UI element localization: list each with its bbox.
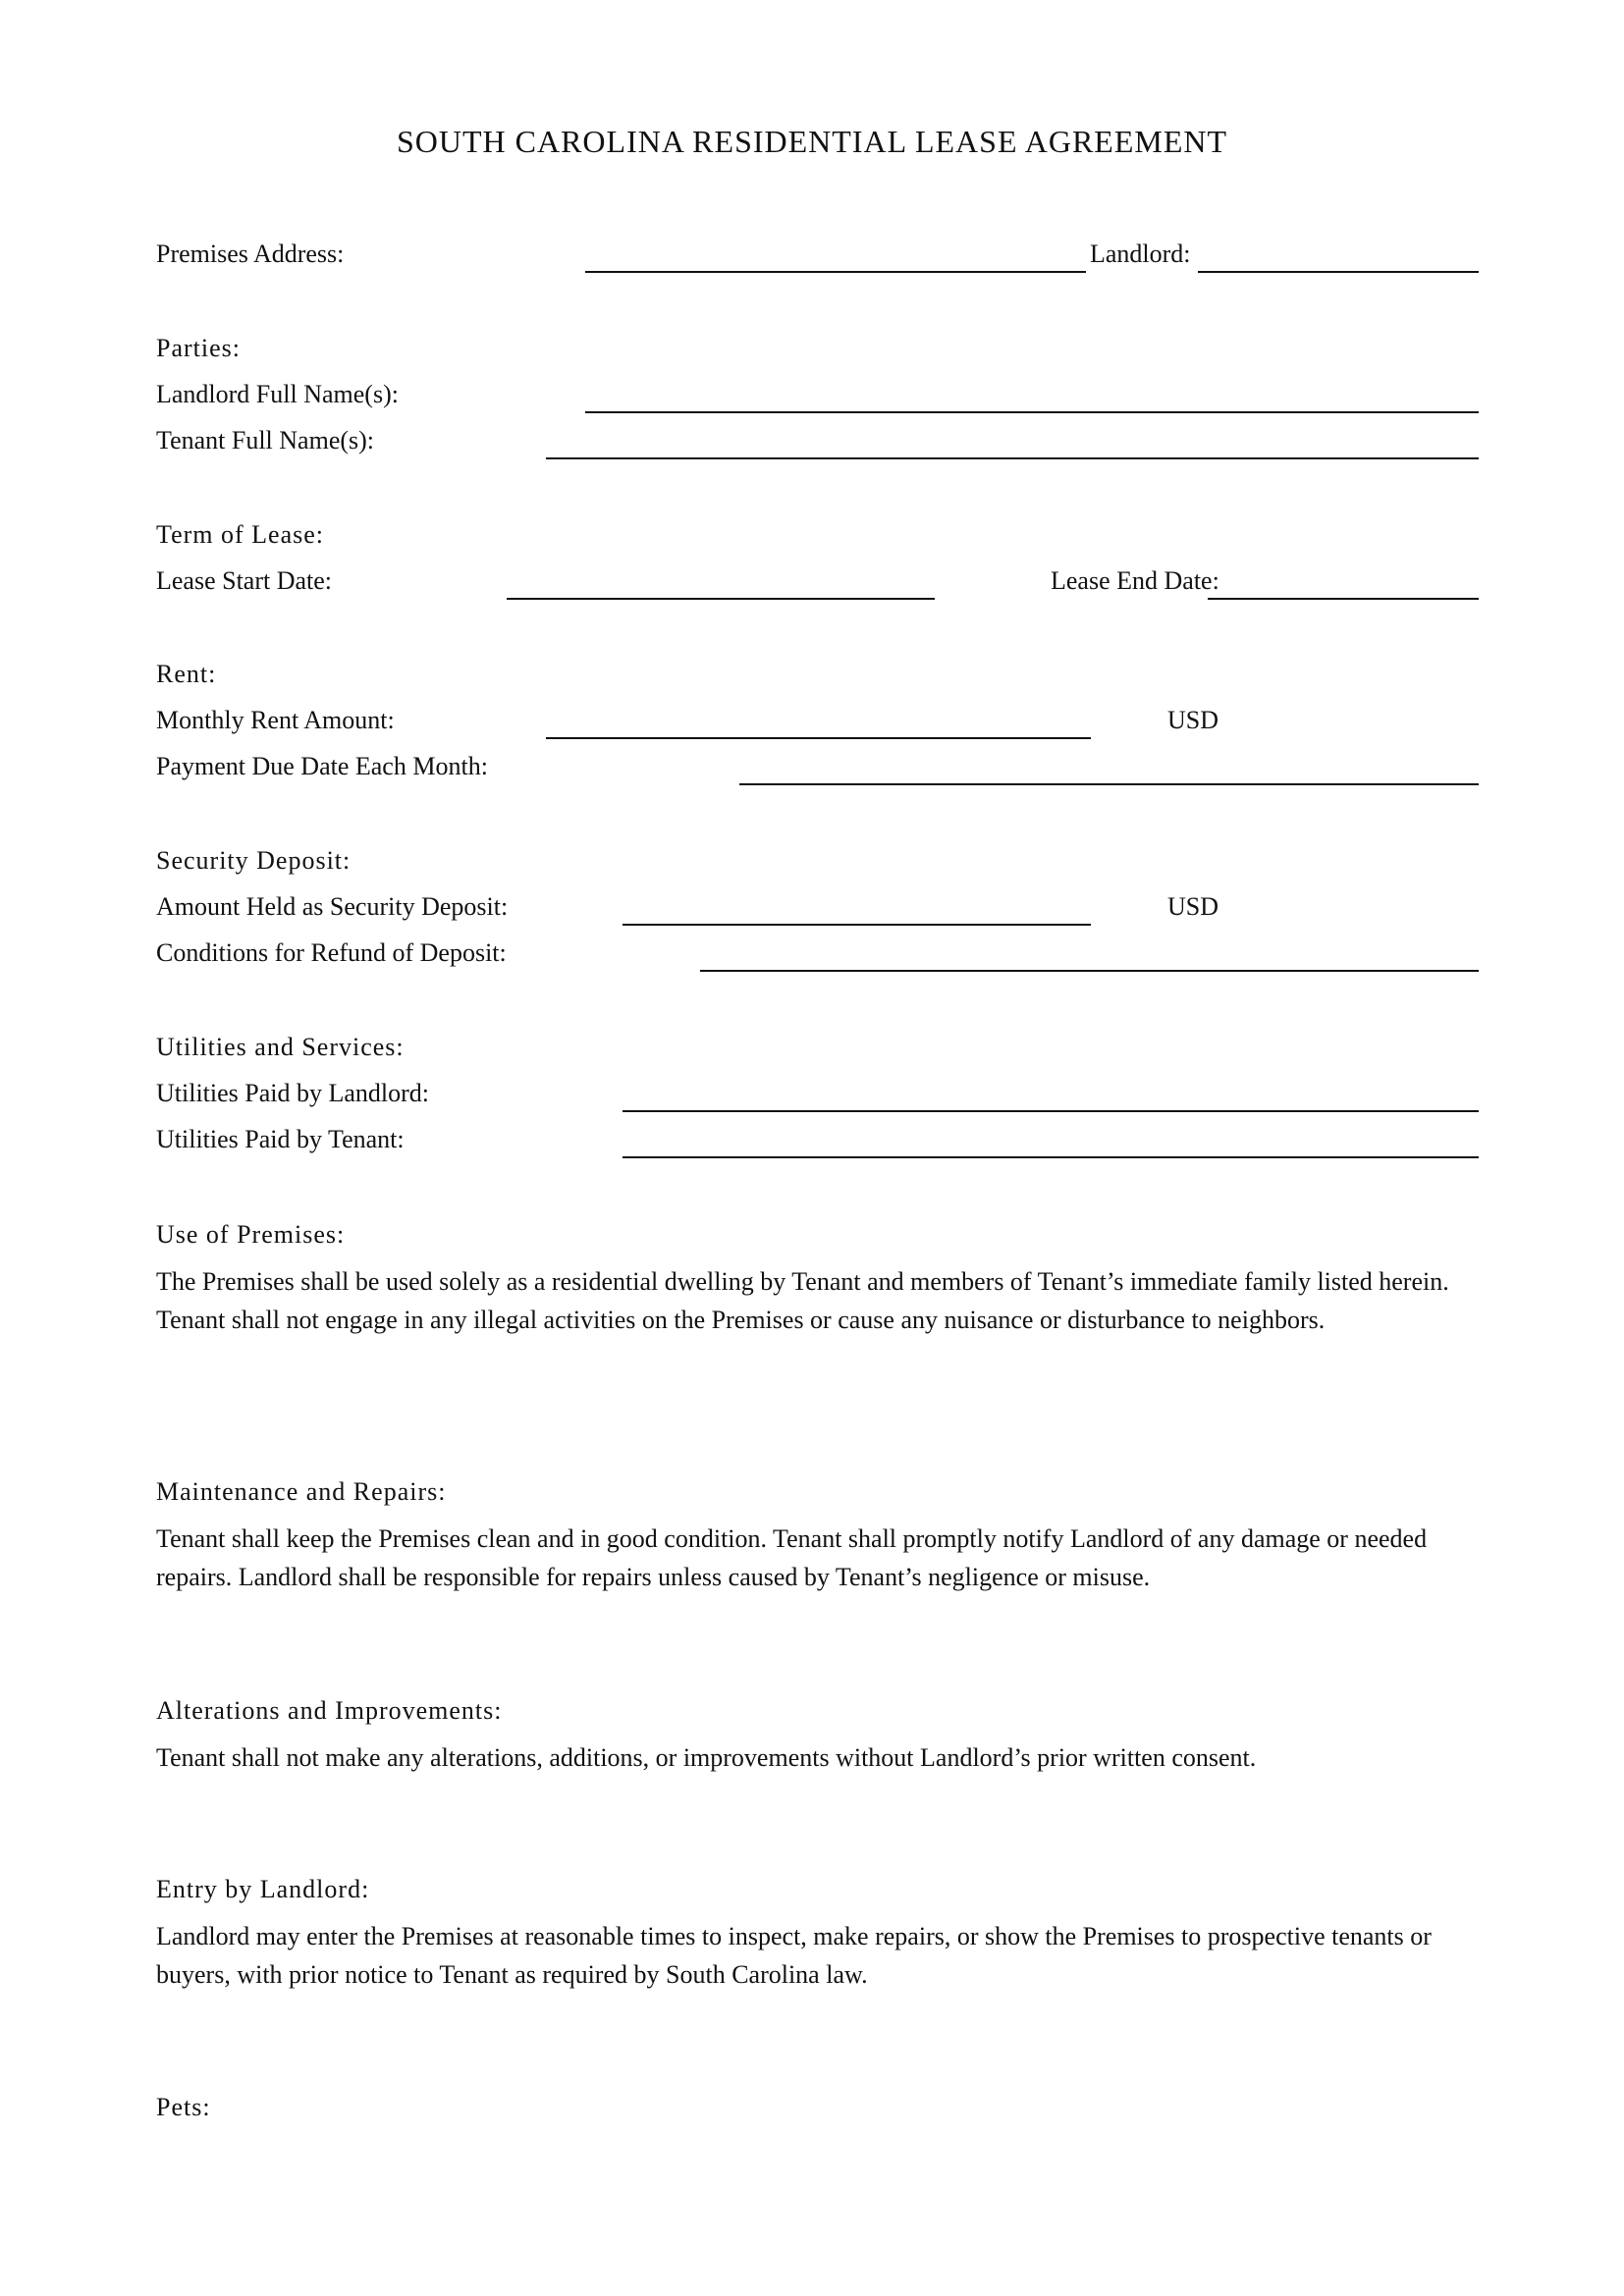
utilities-landlord-field[interactable] — [623, 1110, 1479, 1112]
document-title: SOUTH CAROLINA RESIDENTIAL LEASE AGREEMENT — [396, 124, 1228, 159]
landlord-full-name-field[interactable] — [585, 411, 1479, 413]
lease-start-date-label: Lease Start Date: — [156, 566, 333, 595]
landlord-label: Landlord: — [1090, 240, 1191, 268]
entry-by-landlord-text: Landlord may enter the Premises at reasonable times to inspect, make repairs, or show the Premises to prospective tenants or buyers, with prior notice to Tenant as required by South Carolina law. — [156, 1922, 1432, 1989]
landlord-full-name-label: Landlord Full Name(s): — [156, 380, 399, 408]
tenant-full-name-field[interactable] — [546, 457, 1479, 459]
payment-due-date-label: Payment Due Date Each Month: — [156, 752, 488, 780]
rent-heading: Rent: — [156, 660, 217, 688]
security-deposit-heading: Security Deposit: — [156, 846, 352, 875]
term-heading: Term of Lease: — [156, 520, 324, 549]
alterations-text: Tenant shall not make any alterations, additions, or improvements without Landlord’s prior written consent. — [156, 1743, 1257, 1772]
use-of-premises-text: The Premises shall be used solely as a residential dwelling by Tenant and members of Tenant’s immediate family listed herein. Tenant shall not engage in any illegal activities on the Premises or cause any nuisance or disturbance to neighbors. — [156, 1267, 1449, 1334]
payment-due-date-field[interactable] — [739, 783, 1479, 785]
lease-start-date-field[interactable] — [507, 598, 935, 600]
premises-address-field[interactable] — [585, 271, 1086, 273]
use-of-premises-heading: Use of Premises: — [156, 1220, 346, 1249]
monthly-rent-field[interactable] — [546, 737, 1091, 739]
deposit-refund-conditions-label: Conditions for Refund of Deposit: — [156, 938, 507, 967]
utilities-landlord-label: Utilities Paid by Landlord: — [156, 1079, 430, 1107]
lease-end-date-label: Lease End Date: — [1051, 566, 1219, 595]
lease-end-date-field[interactable] — [1208, 598, 1479, 600]
pets-heading: Pets: — [156, 2093, 211, 2121]
monthly-rent-label: Monthly Rent Amount: — [156, 706, 395, 734]
utilities-heading: Utilities and Services: — [156, 1033, 405, 1061]
deposit-currency: USD — [1167, 892, 1219, 921]
utilities-tenant-label: Utilities Paid by Tenant: — [156, 1125, 405, 1153]
security-deposit-amount-label: Amount Held as Security Deposit: — [156, 892, 509, 921]
maintenance-heading: Maintenance and Repairs: — [156, 1477, 447, 1506]
deposit-refund-conditions-field[interactable] — [700, 970, 1479, 972]
premises-address-label: Premises Address: — [156, 240, 345, 268]
parties-heading: Parties: — [156, 334, 241, 362]
maintenance-text: Tenant shall keep the Premises clean and in good condition. Tenant shall promptly notify Landlord of any damage or needed repairs. Landlord shall be responsible for repairs unless caused by Tenant’s negligence or misuse. — [156, 1524, 1428, 1591]
utilities-tenant-field[interactable] — [623, 1156, 1479, 1158]
alterations-heading: Alterations and Improvements: — [156, 1696, 503, 1725]
landlord-field[interactable] — [1198, 271, 1479, 273]
tenant-full-name-label: Tenant Full Name(s): — [156, 426, 375, 454]
rent-currency: USD — [1167, 706, 1219, 734]
entry-by-landlord-heading: Entry by Landlord: — [156, 1875, 370, 1903]
security-deposit-amount-field[interactable] — [623, 924, 1091, 926]
